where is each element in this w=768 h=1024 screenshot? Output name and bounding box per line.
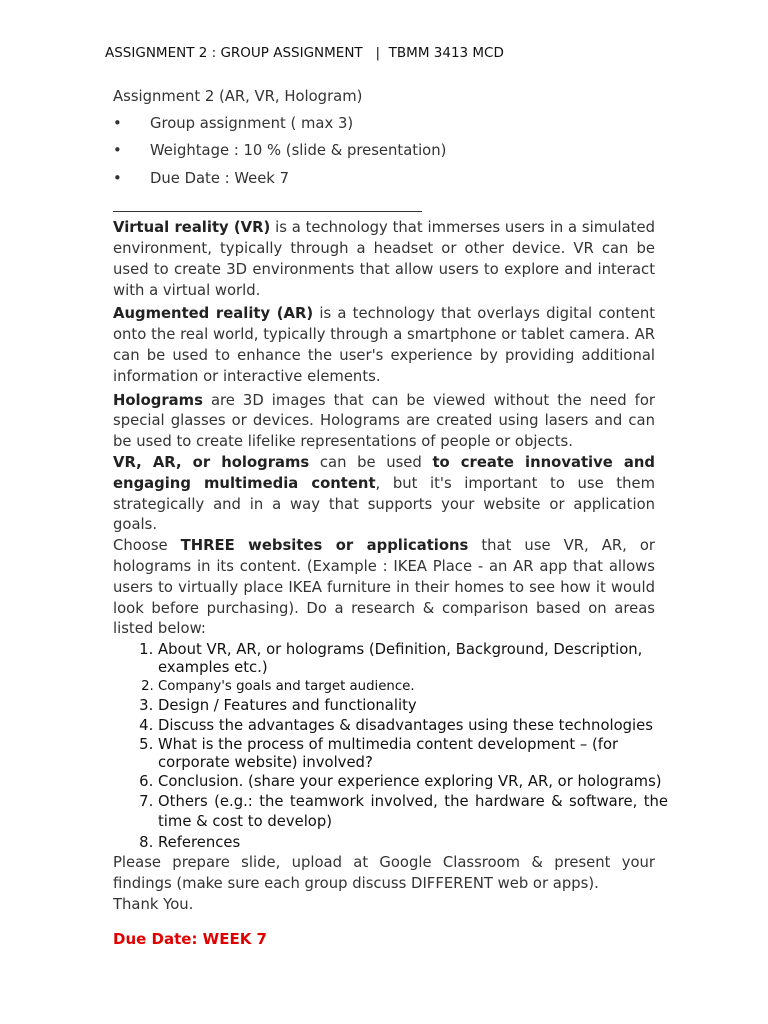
research-areas-list [113, 641, 668, 852]
task-rest: that use VR, AR, or holograms in its content. (Example : IKEA Place - an AR app that allows users to virtually place IKEA furniture in their homes to see how it would look before purchasing). Do a research & comparison based on areas listed below: [113, 537, 655, 638]
detail-text: Weightage : 10 % (slide & presentation) [150, 142, 447, 160]
list-item: 8. References [158, 834, 668, 852]
list-item: 2. Company's goals and target audience. [158, 678, 668, 696]
hologram-description: are 3D images that can be viewed without the need for special glasses or devices. Holograms are created using lasers and can be used to create lifelike representations of people or objects. [113, 391, 655, 451]
list-item: 5. What is the process of multimedia content development – (for corporate website) involved? [158, 736, 668, 772]
detail-text: Due Date : Week 7 [150, 169, 289, 187]
combined-term: VR, AR, or holograms [113, 454, 310, 472]
task-emphasis: THREE websites or applications [180, 537, 469, 555]
ar-paragraph [113, 304, 655, 387]
hologram-paragraph [113, 391, 655, 453]
detail-item [113, 169, 655, 197]
list-item: 4. Discuss the advantages & disadvantages using these technologies [158, 717, 668, 735]
vr-term: Virtual reality (VR) [113, 219, 271, 237]
page-header: ASSIGNMENT 2 : GROUP ASSIGNMENT | TBMM 3413 MCD [105, 45, 504, 61]
bullet-icon: • [113, 114, 122, 132]
combined-emphasis: to create innovative and engaging multimedia content [113, 454, 655, 492]
task-lead: Choose [113, 537, 181, 555]
list-item: 3. Design / Features and functionality [158, 697, 668, 715]
hologram-term: Holograms [113, 391, 203, 409]
due-date-notice: Due Date: WEEK 7 [113, 930, 267, 949]
combined-mid: can be used [309, 454, 433, 472]
list-item: 7. Others (e.g.: the teamwork involved, the hardware & software, the time & cost to develop) [158, 792, 668, 833]
ar-description: is a technology that overlays digital content onto the real world, typically through a smartphone or tablet camera. AR can be used to enhance the user's experience by providing additional information or interactive elements. [113, 305, 655, 385]
detail-item [113, 141, 655, 169]
vr-description: is a technology that immerses users in a simulated environment, typically through a headset or other device. VR can be used to create 3D environments that allow users to explore and interact with a virtual world. [113, 219, 655, 299]
assignment-details-list [113, 114, 655, 197]
combined-paragraph [113, 453, 655, 536]
thanks-text: Thank You. [113, 895, 194, 913]
list-item: 6. Conclusion. (share your experience exploring VR, AR, or holograms) [158, 773, 668, 791]
assignment-title: Assignment 2 (AR, VR, Hologram) [113, 88, 363, 105]
detail-text: Group assignment ( max 3) [150, 114, 354, 132]
closing-paragraph: Please prepare slide, upload at Google Classroom & present your findings (make sure each group discuss DIFFERENT web or apps). [113, 853, 655, 892]
task-paragraph [113, 536, 655, 640]
vr-paragraph [113, 218, 655, 301]
detail-item [113, 114, 655, 142]
list-item: 1. About VR, AR, or holograms (Definition, Background, Description, examples etc.) [158, 641, 668, 677]
ar-term: Augmented reality (AR) [113, 305, 314, 323]
divider-line [113, 211, 422, 212]
bullet-icon: • [113, 142, 122, 160]
combined-rest: , but it's important to use them strategically and in a way that supports your website or application goals. [113, 474, 655, 534]
bullet-icon: • [113, 169, 122, 187]
assignment-body [113, 86, 668, 950]
